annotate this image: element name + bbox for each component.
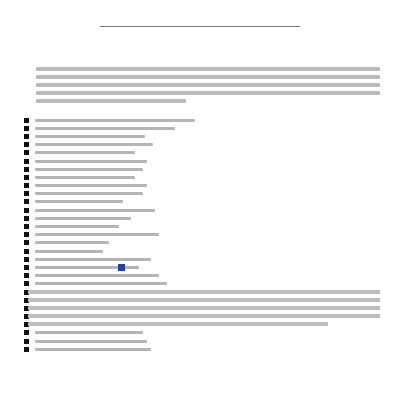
list-item: [24, 206, 324, 214]
bullet-square-icon: [24, 167, 29, 172]
list-item: [24, 345, 324, 353]
bullet-square-icon: [24, 199, 29, 204]
bullet-square-icon: [24, 330, 29, 335]
bullet-square-icon: [24, 224, 29, 229]
body-line: [28, 306, 380, 310]
body-line: [28, 290, 380, 294]
intro-line: [36, 67, 380, 71]
source-url[interactable]: [20, 52, 380, 62]
bullet-square-icon: [24, 281, 29, 286]
intro-line: [36, 99, 186, 103]
list-item: [24, 165, 324, 173]
bullet-square-icon: [24, 208, 29, 213]
body-line: [28, 298, 380, 302]
list-item: [24, 247, 324, 255]
bullet-square-icon: [24, 150, 29, 155]
bullet-square-icon: [24, 134, 29, 139]
intro-line: [36, 83, 380, 87]
list-item: [24, 124, 324, 132]
bullet-square-icon: [24, 175, 29, 180]
list-item: [24, 149, 324, 157]
page-number: [180, 392, 220, 402]
bullet-square-icon: [24, 232, 29, 237]
bullet-square-icon: [24, 126, 29, 131]
list-item: [24, 173, 324, 181]
bullet-square-icon: [24, 240, 29, 245]
bullet-square-icon: [24, 191, 29, 196]
list-item: [24, 182, 324, 190]
list-item: [24, 280, 324, 288]
section-title: [20, 260, 380, 274]
bullet-square-icon: [24, 183, 29, 188]
bullet-square-icon: [24, 216, 29, 221]
bullet-square-icon: [24, 339, 29, 344]
bullet-square-icon: [24, 159, 29, 164]
list-item: [24, 239, 324, 247]
list-item: [24, 222, 324, 230]
bullet-square-icon: [24, 142, 29, 147]
list-item: [24, 231, 324, 239]
list-item: [24, 116, 324, 124]
bullet-square-icon: [24, 347, 29, 352]
header-divider: [100, 26, 300, 27]
list-item: [24, 141, 324, 149]
list-item: [24, 337, 324, 345]
intro-line: [36, 91, 380, 95]
list-item: [24, 329, 324, 337]
running-header: [60, 13, 340, 25]
bullet-square-icon: [24, 118, 29, 123]
body-line: [28, 322, 328, 326]
intro-line: [36, 75, 380, 79]
document-title: [20, 38, 380, 52]
list-item: [24, 198, 324, 206]
list-item: [24, 214, 324, 222]
bullet-square-icon: [24, 249, 29, 254]
list-item: [24, 132, 324, 140]
list-item: [24, 157, 324, 165]
body-line: [28, 314, 380, 318]
list-item: [24, 190, 324, 198]
